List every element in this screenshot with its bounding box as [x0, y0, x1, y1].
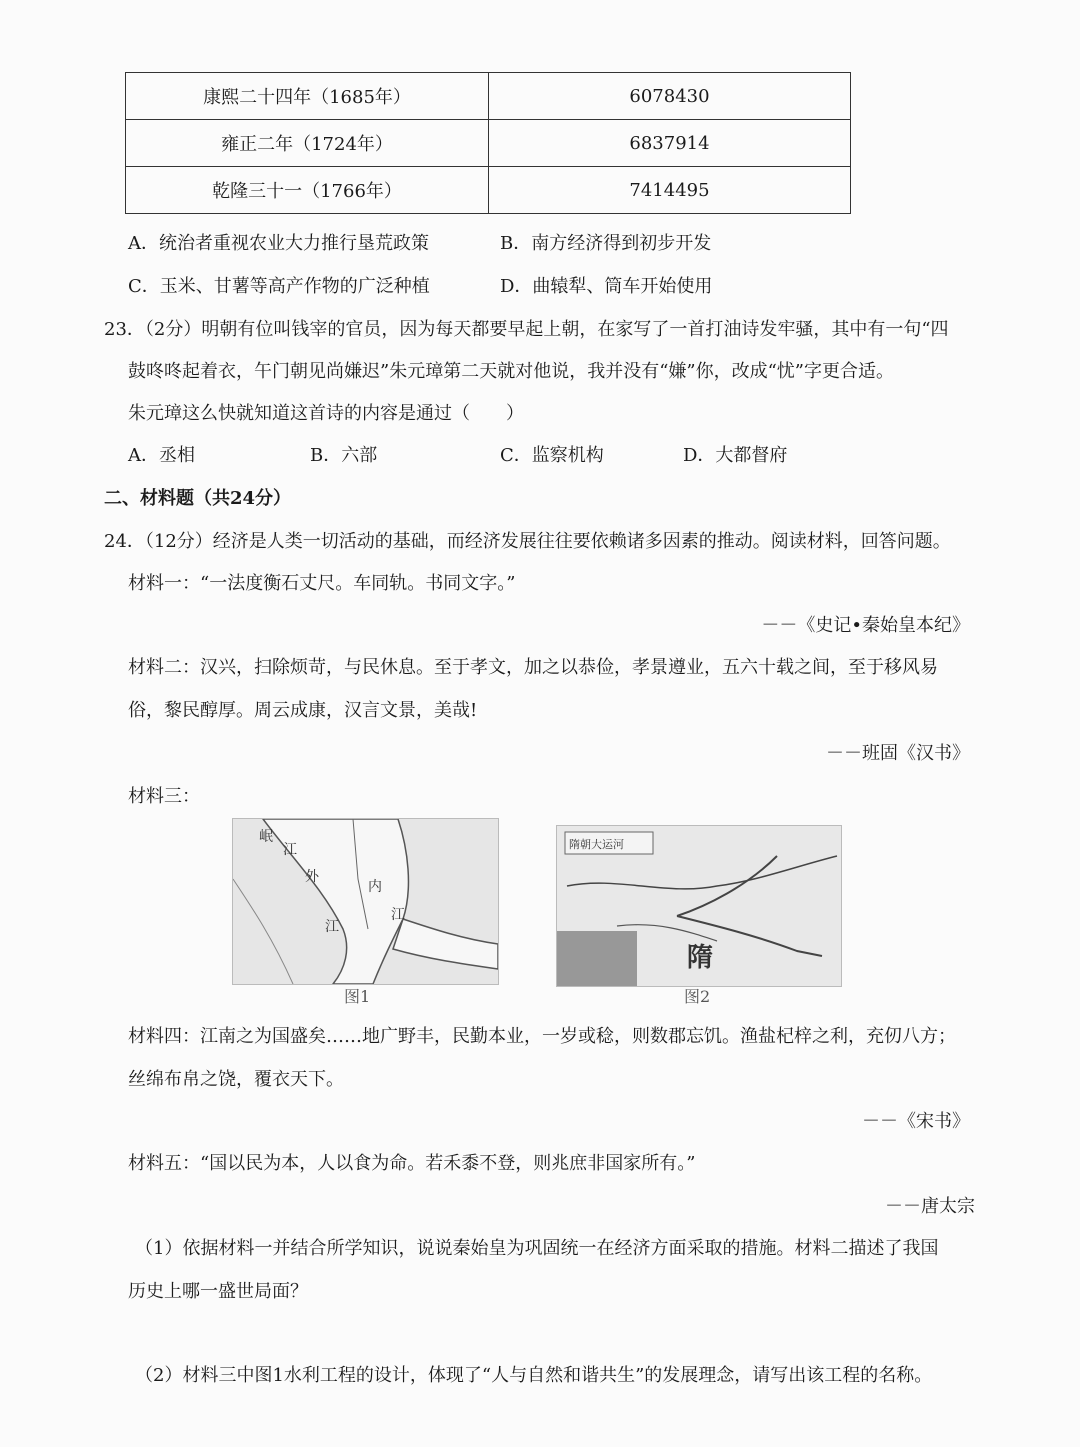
- table-cell-period: 康熙二十四年（1685年）: [126, 73, 489, 120]
- material-2-line-2: 俗，黎民醇厚。周云成康，汉言文景，美哉!: [128, 700, 478, 721]
- map-label: 江: [391, 907, 405, 923]
- table-cell-value: 6078430: [489, 73, 851, 120]
- table-row: [126, 73, 851, 120]
- table-row: [126, 120, 851, 167]
- material-2-source: －－班固《汉书》: [826, 743, 970, 764]
- q23-line-3: 朱元璋这么快就知道这首诗的内容是通过（ ）: [128, 403, 524, 424]
- material-3-label: 材料三：: [128, 786, 200, 807]
- table-cell-value: 6837914: [489, 120, 851, 167]
- population-table: [125, 72, 851, 214]
- map-label: 外: [305, 869, 319, 885]
- q23-option-d: D．大都督府: [683, 445, 788, 466]
- material-1-source: －－《史记•秦始皇本纪》: [761, 615, 970, 636]
- table-cell-period: 乾隆三十一（1766年）: [126, 167, 489, 214]
- material-4-source: －－《宋书》: [862, 1111, 970, 1132]
- material-5: 材料五：“国以民为本，人以食为命。若禾黍不登，则兆庶非国家所有。”: [128, 1153, 696, 1174]
- map-illustration: [233, 819, 498, 984]
- map-label: 江: [283, 842, 297, 858]
- table-cell-period: 雍正二年（1724年）: [126, 120, 489, 167]
- map-illustration: [557, 826, 841, 986]
- question-1-line-2: 历史上哪一盛世局面？: [128, 1281, 308, 1302]
- table-cell-value: 7414495: [489, 167, 851, 214]
- figure-1-caption: 图1: [344, 987, 371, 1006]
- map-legend-title: 隋朝大运河: [569, 838, 624, 851]
- map-label-sui: 隋: [687, 943, 714, 973]
- material-1: 材料一：“一法度衡石丈尺。车同轨。书同文字。”: [128, 573, 516, 594]
- table-row: [126, 167, 851, 214]
- q23-option-c: C．监察机构: [500, 445, 604, 466]
- material-4-line-1: 材料四：江南之为国盛矣……地广野丰，民勤本业，一岁或稔，则数郡忘饥。渔盐杞梓之利，充仞八方；: [128, 1026, 956, 1047]
- question-1-line-1: （1）依据材料一并结合所学知识，说说秦始皇为巩固统一在经济方面采取的措施。材料二描述了我国: [135, 1238, 939, 1259]
- q24-intro: 24．（12分）经济是人类一切活动的基础，而经济发展往往要依赖诸多因素的推动。阅读材料，回答问题。: [104, 531, 951, 552]
- q22-option-a: A．统治者重视农业大力推行垦荒政策: [128, 233, 429, 254]
- map-label: 江: [325, 919, 339, 935]
- q22-option-b: B．南方经济得到初步开发: [500, 233, 712, 254]
- question-2: （2）材料三中图1水利工程的设计，体现了“人与自然和谐共生”的发展理念，请写出该工程的名称。: [135, 1365, 933, 1386]
- q23-line-2: 鼓咚咚起着衣，午门朝见尚嫌迟”朱元璋第二天就对他说，我并没有“嫌”你，改成“忧”字更合适。: [128, 361, 895, 382]
- material-4-line-2: 丝绵布帛之饶，覆衣天下。: [128, 1069, 344, 1090]
- q23-line-1: 23．（2分）明朝有位叫钱宰的官员，因为每天都要早起上朝，在家写了一首打油诗发牢骚，其中有一句“四: [104, 319, 949, 340]
- section-title: 二、材料题（共24分）: [104, 488, 292, 509]
- figure-2-map: [556, 825, 842, 987]
- map-label: 内: [368, 879, 382, 895]
- figure-2-caption: 图2: [684, 987, 711, 1006]
- q23-option-b: B．六部: [310, 445, 378, 466]
- material-5-source: －－唐太宗: [885, 1196, 975, 1217]
- q22-option-c: C．玉米、甘薯等高产作物的广泛种植: [128, 276, 430, 297]
- q22-option-d: D．曲辕犁、筒车开始使用: [500, 276, 713, 297]
- figure-1-map: [232, 818, 499, 985]
- q23-option-a: A．丞相: [128, 445, 195, 466]
- material-2-line-1: 材料二：汉兴，扫除烦苛，与民休息。至于孝文，加之以恭俭，孝景遵业，五六十载之间，至于移风易: [128, 657, 938, 678]
- map-label: 岷: [259, 829, 273, 845]
